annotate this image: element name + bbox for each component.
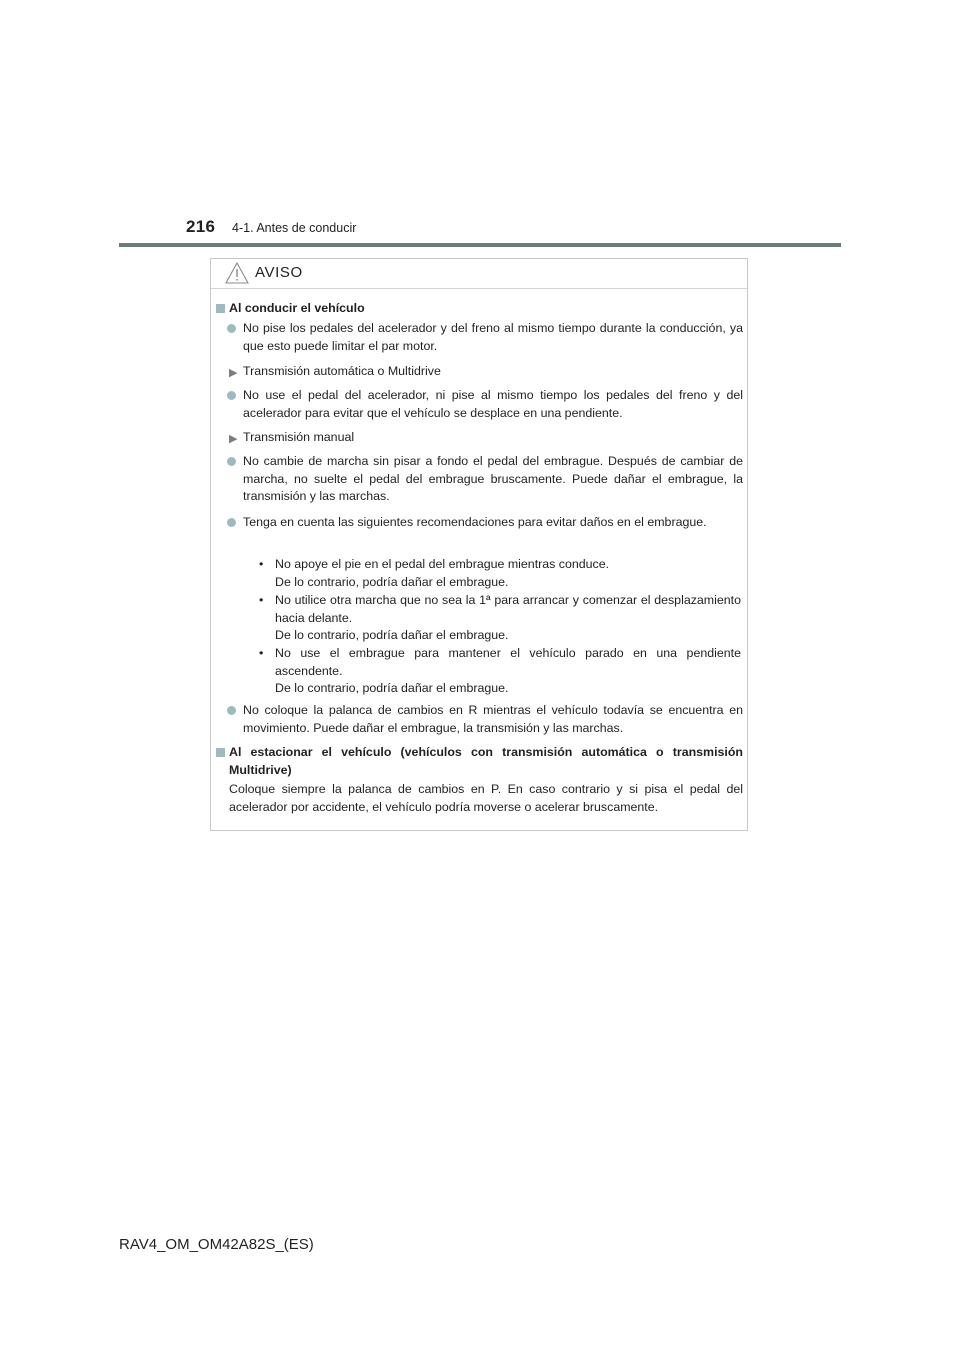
circle-bullet-icon xyxy=(227,457,236,466)
circle-bullet-icon xyxy=(227,391,236,400)
circle-bullet-icon xyxy=(227,706,236,715)
circle-bullet-icon xyxy=(227,518,236,527)
arrow-right-icon: ▶ xyxy=(229,367,238,379)
circle-bullet-icon xyxy=(227,324,236,333)
dot-bullet: • xyxy=(259,646,264,660)
warning-title: AVISO xyxy=(255,264,303,281)
dot-bullet: • xyxy=(259,557,264,571)
warning-triangle-icon xyxy=(225,262,249,284)
arrow-right-icon: ▶ xyxy=(229,433,238,445)
square-bullet-icon xyxy=(216,748,225,757)
dot-bullet: • xyxy=(259,593,264,607)
header-rule xyxy=(119,243,841,247)
document-code: RAV4_OM_OM42A82S_(ES) xyxy=(119,1236,314,1253)
square-bullet-icon xyxy=(216,304,225,313)
warning-header xyxy=(211,259,747,289)
section-title: 4-1. Antes de conducir xyxy=(232,221,357,235)
warning-box: AVISO Al conducir el vehículo No pise los pedales del acelerador y del freno al mismo tiempo durante la conducción, ya que esto puede limitar el par motor. ▶ Transmisión automática o Multidrive No use el pedal del acelerador, ni pise al mismo tiempo los pedales del freno y del acelerador para evitar que el vehículo se desplace en una pendiente. ▶ Transmisión manual No cambie de marcha sin pisar a fondo el pedal del embrague. Después de cambiar de marcha, no suelte el pedal del embrague bruscamente. Puede dañar el embrague, la transmisión y las marchas. Tenga en cuenta las siguientes recomendaciones para evitar daños en el embrague. • No apoye el pie en el pedal del embrague mientras conduce. De lo contrario, podría dañar el embrague. • No utilice otra marcha que no sea la 1ª para arrancar y comenzar el desplazamiento hacia delante. De lo contrario, podría dañar el embrague. • No use el embrague para mantener el vehículo parado en una pendiente ascendente. De lo contrario, podría dañar el embrague. No coloque la palanca de cambios en R mientras el vehículo todavía se encuentra en movimiento. Puede dañar el embrague, la transmisión y las marchas. Al estacionar el vehículo (vehículos con transmisión automática o transmisión Multidrive) Coloque siempre la palanca de cambios en P. En caso contrario y si pisa el pedal del acelerador por accidente, el vehículo podría moverse o acelerar bruscamente. xyxy=(210,258,748,831)
parking-text: Coloque siempre la palanca de cambios en P. En caso contrario y si pisa el pedal del acelerador por accidente, el vehículo podría moverse o acelerar bruscamente. xyxy=(229,782,743,814)
page-number: 216 xyxy=(186,217,216,236)
